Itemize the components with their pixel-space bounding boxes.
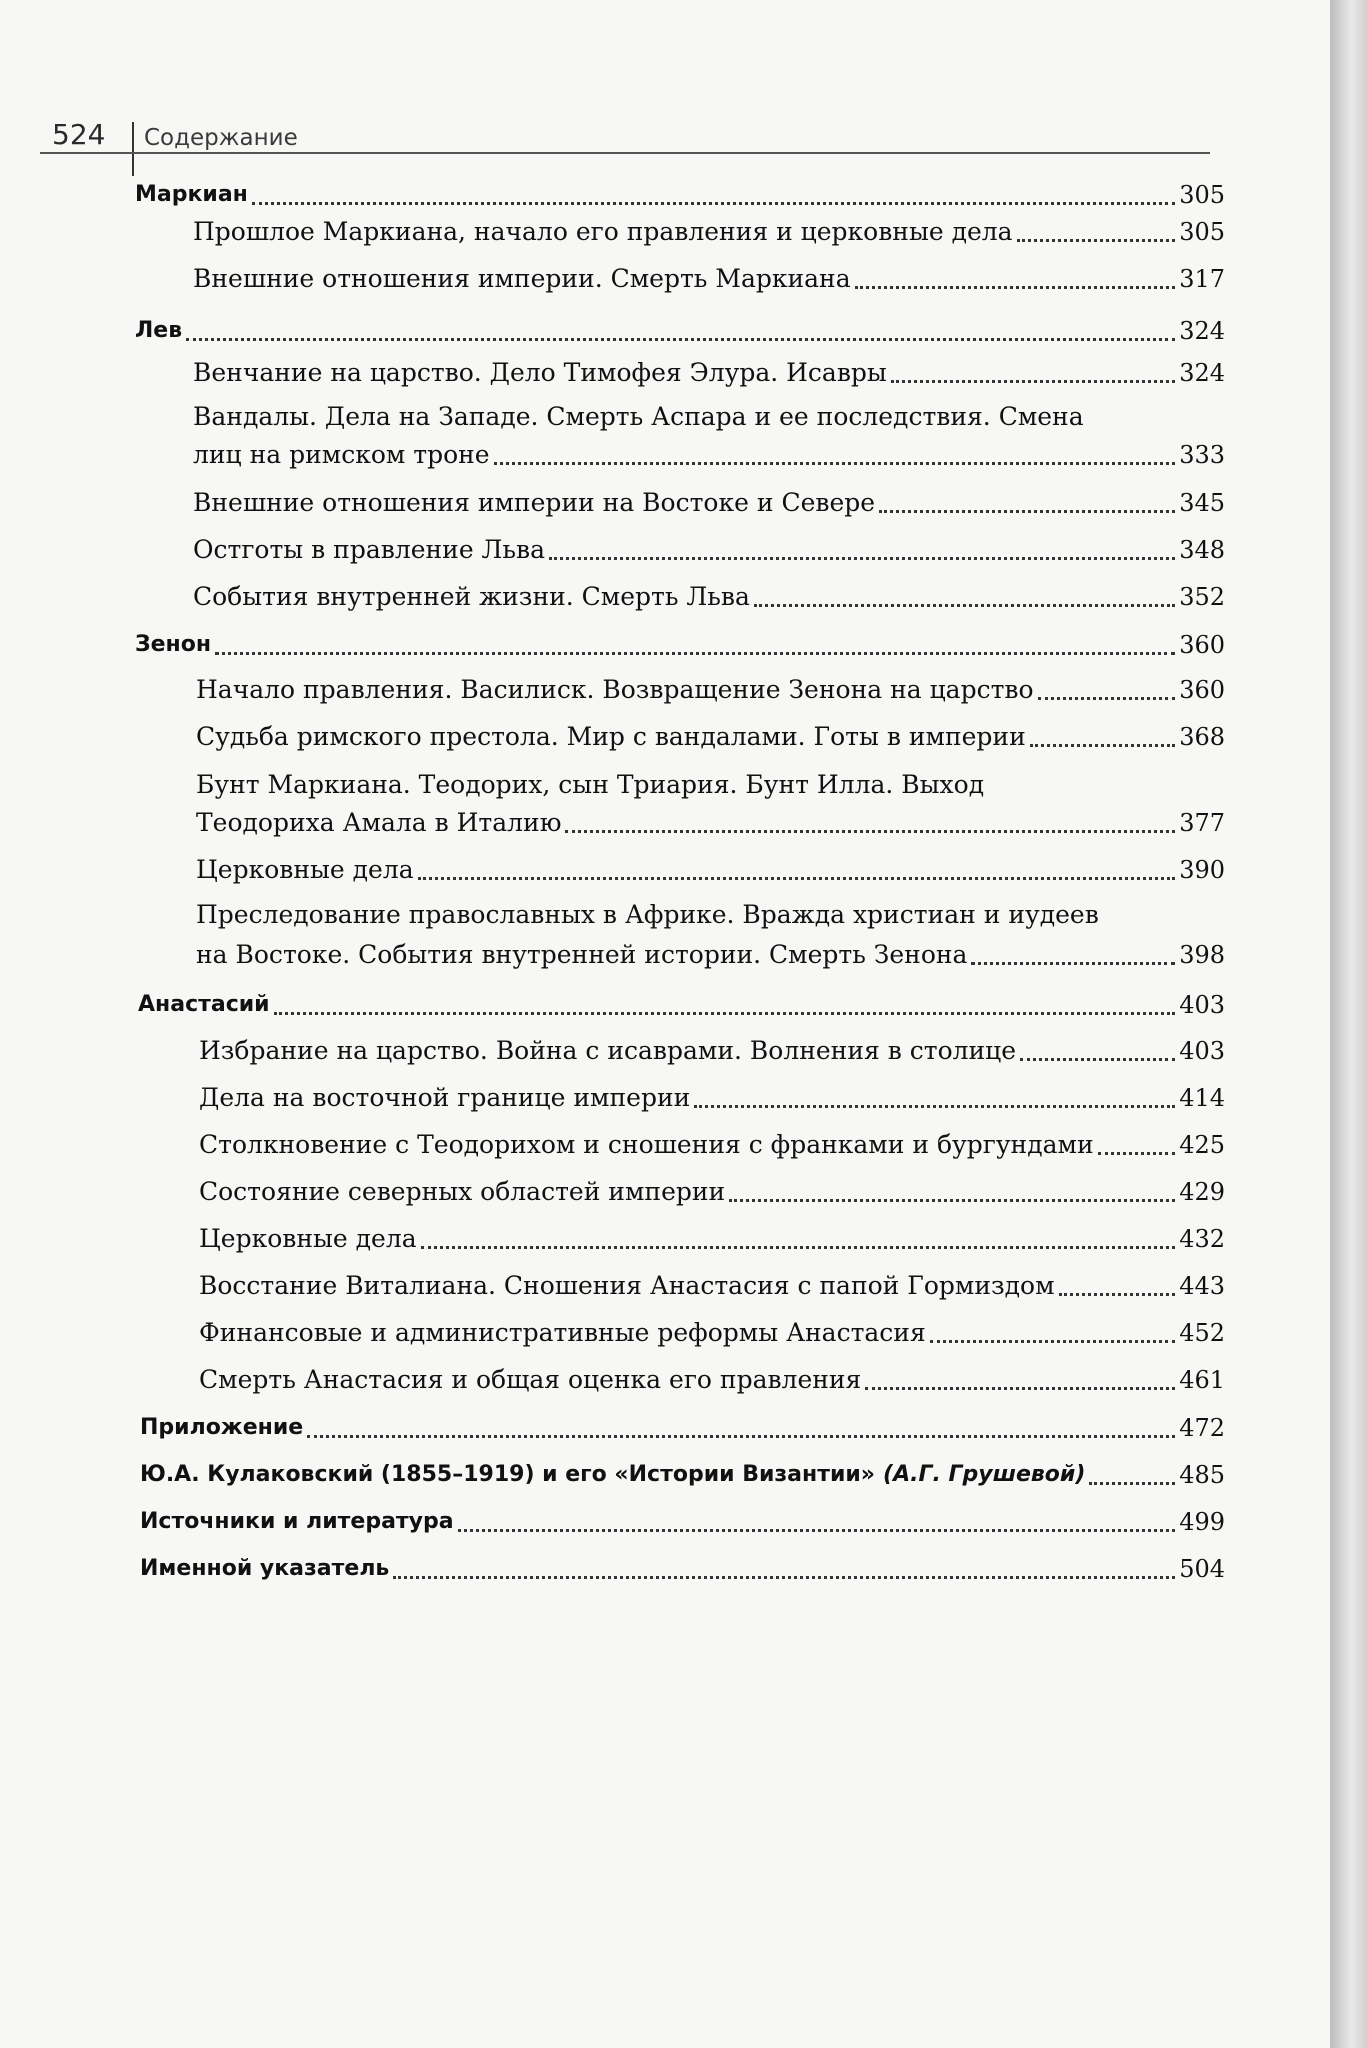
dot-leader [1030, 744, 1175, 747]
dot-leader [252, 202, 1175, 205]
toc-entry-page: 485 [1179, 1461, 1225, 1489]
toc-entry-title: Церковные дела [196, 855, 414, 884]
toc-entry-title: на Востоке. События внутренней истории. Смерть Зенона [196, 940, 968, 969]
toc-entry [135, 176, 1225, 214]
toc-entry-title: Остготы в правление Льва [193, 535, 546, 564]
toc-entry [196, 671, 1225, 709]
toc-entry-title: События внутренней жизни. Смерть Льва [193, 582, 750, 611]
toc-entry-title: Теодориха Амала в Италию [196, 808, 562, 837]
toc-entry-page: 504 [1179, 1555, 1225, 1583]
toc-entry-title: Прошлое Маркиана, начало его правления и церковные дела [193, 217, 1013, 246]
dot-leader [1020, 1058, 1175, 1061]
toc-entry-title: Маркиан [135, 182, 248, 207]
toc-entry [196, 851, 1225, 889]
toc-entry-page: 360 [1179, 676, 1225, 704]
toc-entry-title-line: Вандалы. Дела на Западе. Смерть Аспара и ее последствия. Смена [193, 402, 1084, 431]
dot-leader [494, 462, 1176, 465]
toc-entry-title: Начало правления. Василиск. Возвращение Зенона на царство [196, 675, 1034, 704]
toc-entry [196, 936, 1225, 974]
dot-leader [754, 604, 1175, 607]
header-rule [40, 152, 1210, 154]
toc-entry-page: 333 [1179, 441, 1225, 469]
toc-entry-page: 348 [1179, 536, 1225, 564]
toc-entry [196, 804, 1225, 842]
toc-entry [193, 436, 1225, 474]
dot-leader [565, 830, 1175, 833]
toc-entry-page: 305 [1179, 181, 1225, 209]
dot-leader [421, 1246, 1176, 1249]
toc-entry-title: лиц на римском троне [193, 440, 490, 469]
toc-entry [199, 1126, 1225, 1164]
dot-leader [393, 1576, 1175, 1579]
dot-leader [458, 1529, 1176, 1532]
toc-entry [199, 1079, 1225, 1117]
running-title: Содержание [144, 125, 298, 151]
toc-entry-author: (А.Г. Грушевой) [883, 1462, 1086, 1487]
dot-leader [879, 510, 1175, 513]
toc-entry-page: 324 [1179, 359, 1225, 387]
toc-entry [140, 1550, 1225, 1588]
toc-entry [196, 718, 1225, 756]
page-number: 524 [52, 118, 106, 151]
toc-entry-page: 461 [1179, 1366, 1225, 1394]
toc-entry [140, 1456, 1225, 1494]
dot-leader [1017, 239, 1176, 242]
dot-leader [1059, 1293, 1176, 1296]
toc-entry [199, 1361, 1225, 1399]
toc-entry-page: 472 [1179, 1414, 1225, 1442]
toc-entry-title: Финансовые и административные реформы Анастасия [199, 1318, 926, 1347]
toc-entry-title: Зенон [135, 632, 212, 657]
toc-entry-page: 390 [1179, 856, 1225, 884]
toc-entry-page: 443 [1179, 1272, 1225, 1300]
toc-entry-page: 345 [1179, 489, 1225, 517]
dot-leader [186, 338, 1175, 341]
dot-leader [307, 1435, 1175, 1438]
toc-entry-title: Восстание Виталиана. Сношения Анастасия с папой Гормиздом [199, 1271, 1055, 1300]
dot-leader [1098, 1152, 1176, 1155]
dot-leader [1038, 697, 1176, 700]
toc-entry-page: 432 [1179, 1225, 1225, 1253]
toc-entry-title: Избрание на царство. Война с исаврами. Волнения в столице [199, 1036, 1017, 1065]
toc-entry [193, 260, 1225, 298]
toc-entry-title: Церковные дела [199, 1224, 417, 1253]
toc-entry-page: 403 [1179, 1037, 1225, 1065]
toc-entry-title: Состояние северных областей империи [199, 1177, 726, 1206]
toc-entry-page: 425 [1179, 1131, 1225, 1159]
toc-entry-title: Анастасий [138, 992, 270, 1017]
dot-leader [418, 877, 1176, 880]
toc-entry-page: 403 [1179, 991, 1225, 1019]
toc-entry-title: Именной указатель [140, 1556, 390, 1581]
dot-leader [855, 286, 1176, 289]
toc-entry-title: Внешние отношения империи. Смерть Маркиана [193, 264, 851, 293]
toc-entry-title-line: Преследование православных в Африке. Вражда христиан и иудеев [196, 900, 1099, 929]
toc-entry-title: Ю.А. Кулаковский (1855–1919) и его «Истории Византии» [140, 1462, 876, 1487]
dot-leader [971, 962, 1175, 965]
dot-leader [729, 1199, 1175, 1202]
toc-entry [135, 626, 1225, 664]
toc-entry-title: Венчание на царство. Дело Тимофея Элура. Исавры [193, 358, 887, 387]
toc-entry [138, 986, 1225, 1024]
toc-entry [193, 354, 1225, 392]
toc-entry [193, 484, 1225, 522]
toc-entry-title: Внешние отношения империи на Востоке и Севере [193, 488, 876, 517]
toc-entry [193, 213, 1225, 251]
toc-entry-page: 360 [1179, 631, 1225, 659]
dot-leader [930, 1340, 1175, 1343]
toc-entry [199, 1220, 1225, 1258]
header-divider [132, 122, 134, 176]
toc-entry-page: 317 [1179, 265, 1225, 293]
toc-entry [199, 1173, 1225, 1211]
toc-entry-page: 352 [1179, 583, 1225, 611]
dot-leader [1089, 1482, 1175, 1485]
toc-entry-page: 414 [1179, 1084, 1225, 1112]
running-header [40, 118, 1210, 158]
toc-entry-page: 499 [1179, 1508, 1225, 1536]
toc-entry-page: 452 [1179, 1319, 1225, 1347]
toc-entry-page: 368 [1179, 723, 1225, 751]
toc-entry [199, 1267, 1225, 1305]
toc-entry-title: Столкновение с Теодорихом и сношения с франками и бургундами [199, 1130, 1094, 1159]
toc-entry-page: 377 [1179, 809, 1225, 837]
toc-entry-title: Дела на восточной границе империи [199, 1083, 691, 1112]
dot-leader [274, 1012, 1176, 1015]
toc-entry [199, 1314, 1225, 1352]
toc-entry-page: 324 [1179, 317, 1225, 345]
toc-entry-title: Лев [135, 318, 183, 343]
toc-entry-title: Судьба римского престола. Мир с вандалами. Готы в империи [196, 722, 1026, 751]
dot-leader [694, 1105, 1175, 1108]
toc-entry [140, 1503, 1225, 1541]
toc-entry-title-line: Бунт Маркиана. Теодорих, сын Триария. Бунт Илла. Выход [196, 770, 985, 799]
page-edge-shadow [1330, 0, 1367, 2048]
toc-entry-title: Источники и литература [140, 1509, 454, 1534]
toc-entry [140, 1409, 1225, 1447]
toc-entry [193, 578, 1225, 616]
toc-entry-title: Смерть Анастасия и общая оценка его правления [199, 1365, 862, 1394]
toc-entry-page: 305 [1179, 218, 1225, 246]
toc-entry-page: 398 [1179, 941, 1225, 969]
dot-leader [549, 557, 1175, 560]
toc-entry [193, 531, 1225, 569]
toc-entry [135, 312, 1225, 350]
toc-entry-title: Приложение [140, 1415, 304, 1440]
dot-leader [865, 1387, 1175, 1390]
toc-entry-page: 429 [1179, 1178, 1225, 1206]
dot-leader [215, 652, 1175, 655]
toc-entry [199, 1032, 1225, 1070]
dot-leader [891, 380, 1175, 383]
